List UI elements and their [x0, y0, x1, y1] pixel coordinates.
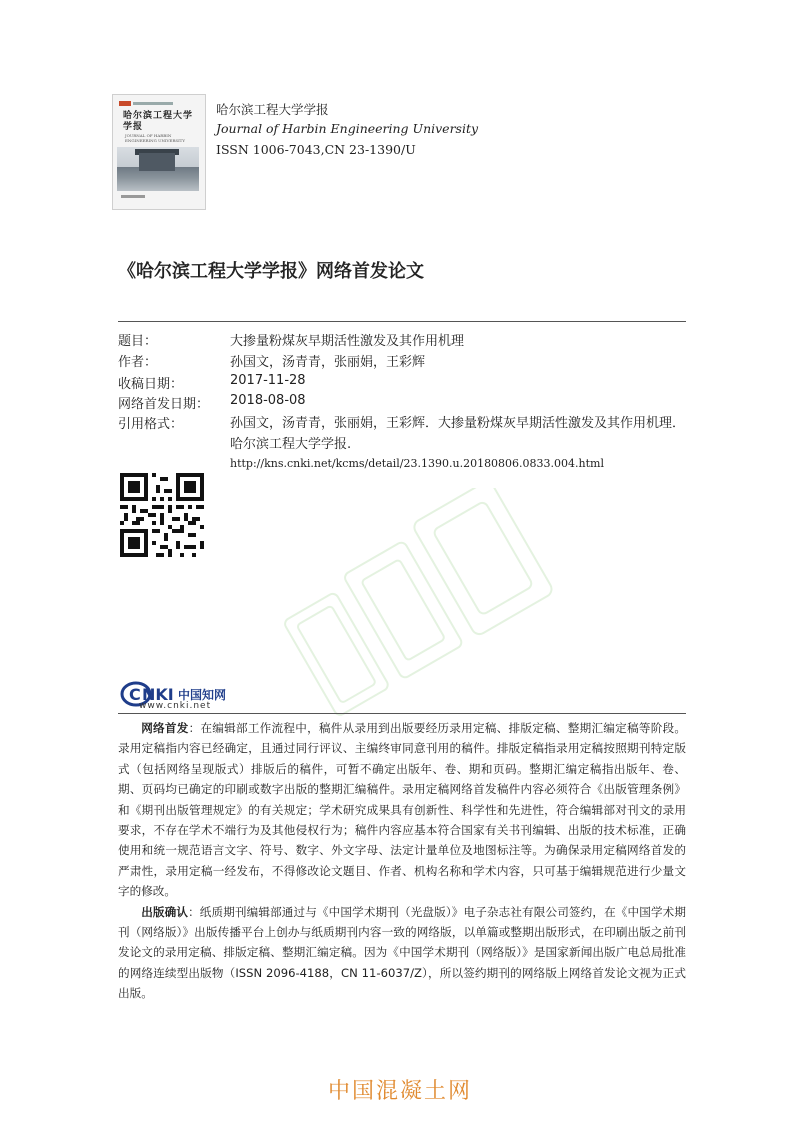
meta-citation-value: 孙国文，汤青青，张丽娟，王彩辉．大掺量粉煤灰早期活性激发及其作用机理．哈尔滨工程大学学报.	[230, 416, 686, 452]
svg-text:C: C	[129, 685, 141, 704]
journal-name-cn: 哈尔滨工程大学学报	[216, 102, 329, 117]
journal-issn: ISSN 1006-7043,CN 23-1390/U	[216, 142, 416, 157]
meta-citation-label: 引用格式：	[118, 417, 184, 432]
meta-received-value: 2017-11-28	[230, 373, 306, 388]
document-title: 《哈尔滨工程大学学报》网络首发论文	[118, 261, 424, 282]
cover-photo	[117, 147, 199, 191]
meta-author-value: 孙国文，汤青青，张丽娟，王彩辉	[230, 355, 426, 370]
meta-received-label: 收稿日期：	[118, 377, 184, 392]
svg-text:中国知网: 中国知网	[178, 688, 227, 702]
notice-text-confirm: ：纸质期刊编辑部通过与《中国学术期刊（光盘版）》电子杂志社有限公司签约，在《中国学术期刊（网络版）》出版传播平台上创办与纸质期刊内容一致的网络版，以单篇或整期出版形式，在印刷出版之前刊发论文的录用定稿、排版定稿、整期汇编定稿。因为《中国学术期刊（网络版）》是国家新闻出版广电总局批准的网络连续型出版物（ISSN 2096-4188，CN 11-6037/Z），所以签约期刊的网络版上网络首发论文视为正式出版。	[118, 904, 686, 1001]
cover-title: 哈尔滨工程大学学报	[123, 111, 194, 132]
notice-label-online-first: 网络首发	[141, 721, 189, 735]
meta-online-value: 2018-08-08	[230, 393, 306, 408]
divider-top	[118, 321, 686, 322]
cnki-url: www.cnki.net	[139, 701, 212, 711]
meta-title-value: 大掺量粉煤灰早期活性激发及其作用机理	[230, 334, 465, 349]
cover-emblem	[119, 101, 131, 106]
footer-watermark-text: 中国混凝土网	[327, 1079, 472, 1104]
notice-paragraph-confirm	[118, 902, 686, 1004]
cnki-watermark	[278, 488, 578, 738]
citation-url-link[interactable]: http://kns.cnki.net/kcms/detail/23.1390.u.20180806.0833.004.html	[230, 457, 604, 470]
divider-notice	[118, 713, 686, 714]
cover-subtitle: JOURNAL OF HARBIN ENGINEERING UNIVERSITY	[125, 133, 185, 143]
notice-paragraph-online-first	[118, 718, 686, 902]
notice-label-confirm: 出版确认	[141, 904, 189, 919]
journal-name-en: Journal of Harbin Engineering University	[216, 121, 479, 136]
meta-online-label: 网络首发日期：	[118, 397, 210, 412]
meta-author-label: 作者：	[118, 355, 158, 370]
svg-text:NKI: NKI	[142, 685, 174, 704]
publication-notice	[118, 718, 686, 1004]
qr-code-icon	[120, 473, 204, 557]
meta-title-label: 题目：	[118, 334, 158, 349]
cover-footer-strip	[121, 195, 145, 198]
cover-header-strip	[133, 102, 173, 105]
journal-cover-image	[112, 94, 206, 210]
notice-text-online-first: ：在编辑部工作流程中，稿件从录用到出版要经历录用定稿、排版定稿、整期汇编定稿等阶段。录用定稿指内容已经确定，且通过同行评议、主编终审同意刊用的稿件。排版定稿指录用定稿按照期刊特定版式（包括网络呈现版式）排版后的稿件，可暂不确定出版年、卷、期和页码。整期汇编定稿指出版年、卷、期、页码均已确定的印刷或数字出版的整期汇编稿件。录用定稿网络首发稿件内容必须符合《出版管理条例》和《期刊出版管理规定》的有关规定；学术研究成果具有创新性、科学性和先进性，符合编辑部对刊文的录用要求，不存在学术不端行为及其他侵权行为；稿件内容应基本符合国家有关书刊编辑、出版的技术标准，正确使用和统一规范语言文字、符号、数字、外文字母、法定计量单位及地图标注等。为确保录用定稿网络首发的严肃性，录用定稿一经发布，不得修改论文题目、作者、机构名称和学术内容，只可基于编辑规范进行少量文字的修改。	[118, 721, 686, 899]
